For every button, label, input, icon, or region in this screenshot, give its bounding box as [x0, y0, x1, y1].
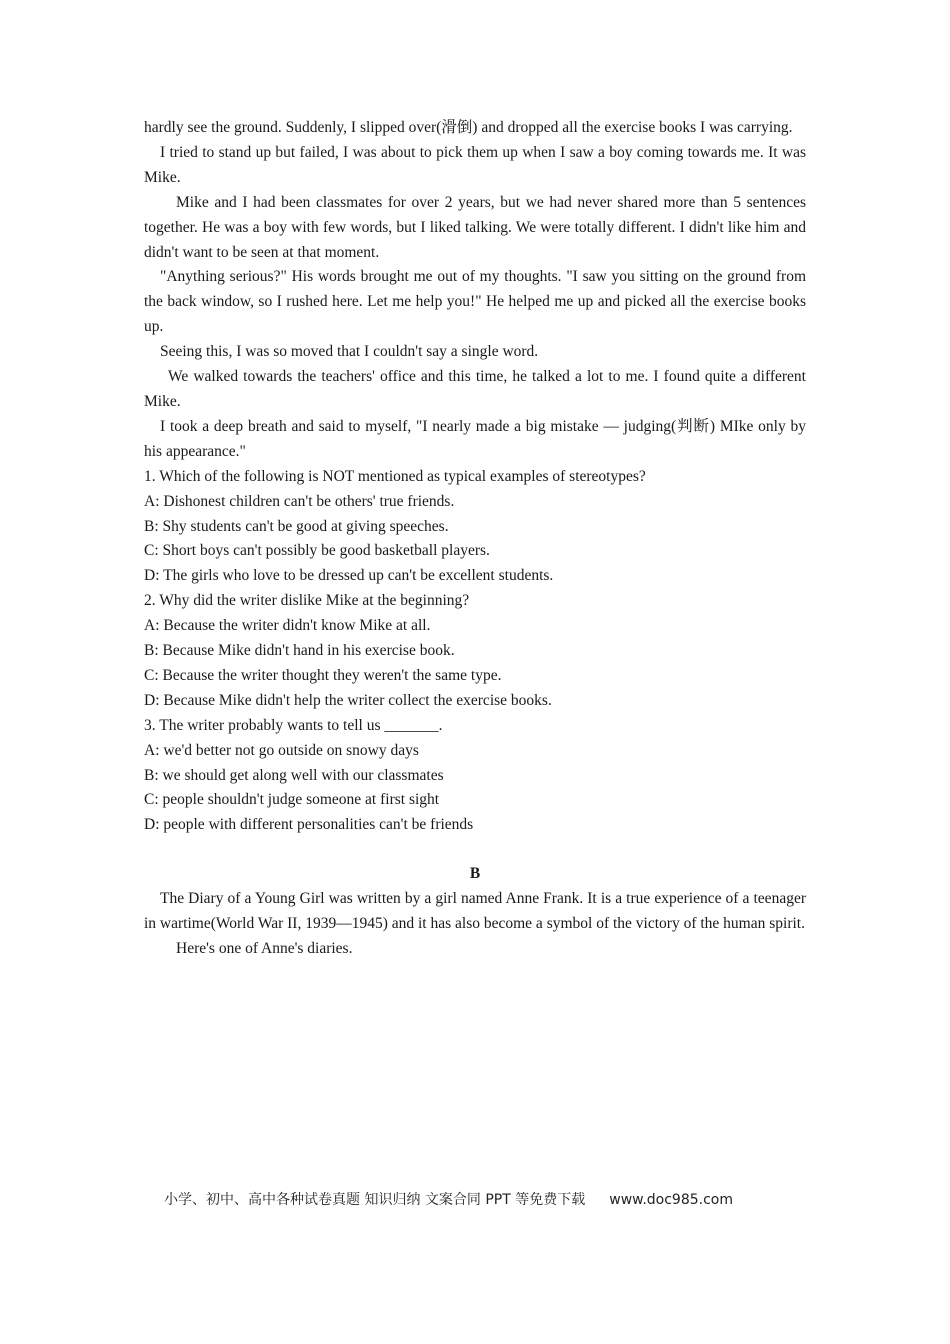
- question-3: [144, 714, 806, 839]
- answer-option: D: Because Mike didn't help the writer collect the exercise books.: [144, 691, 552, 709]
- answer-option: A: we'd better not go outside on snowy days: [144, 741, 419, 759]
- answer-option: D: The girls who love to be dressed up can't be excellent students.: [144, 567, 554, 585]
- answer-option: A: Dishonest children can't be others' true friends.: [144, 492, 455, 510]
- passage-a-paragraph-1: hardly see the ground. Suddenly, I slipped over(滑倒) and dropped all the exercise books I was carrying.: [144, 119, 793, 136]
- answer-option: D: people with different personalities can't be friends: [144, 816, 474, 834]
- answer-option: B: Because Mike didn't hand in his exercise book.: [144, 642, 455, 660]
- passage-b: [144, 887, 806, 962]
- document-body: [144, 116, 806, 962]
- passage-b-paragraph-1: The Diary of a Young Girl was written by a girl named Anne Frank. It is a true experience of a teenager in wartime(World War II, 1939—1945) and it has also become a symbol of the victory of the human spirit.: [144, 890, 806, 933]
- answer-option: B: we should get along well with our classmates: [144, 766, 444, 784]
- question-1: [144, 465, 806, 590]
- footer-text: 小学、初中、高中各种试卷真题 知识归纳 文案合同 PPT 等免费下载: [164, 1192, 586, 1208]
- passage-a-paragraph-5: Seeing this, I was so moved that I couldn't say a single word.: [160, 343, 539, 361]
- answer-option: C: Because the writer thought they weren't the same type.: [144, 666, 502, 684]
- passage-a-paragraph-4: "Anything serious?" His words brought me out of my thoughts. "I saw you sitting on the ground from the back window, so I rushed here. Let me help you!" He helped me up and picked all the exercise books up.: [144, 268, 806, 336]
- answer-option: C: Short boys can't possibly be good basketball players.: [144, 542, 490, 560]
- question-stem: 3. The writer probably wants to tell us _______.: [144, 716, 443, 734]
- passage-a-paragraph-2: I tried to stand up but failed, I was about to pick them up when I saw a boy coming towards me. It was Mike.: [144, 143, 806, 186]
- question-2: [144, 589, 806, 714]
- question-stem: 2. Why did the writer dislike Mike at the beginning?: [144, 592, 470, 610]
- answer-option: A: Because the writer didn't know Mike at all.: [144, 617, 431, 635]
- passage-b-paragraph-2: Here's one of Anne's diaries.: [176, 940, 353, 957]
- passage-a-paragraph-6: We walked towards the teachers' office and this time, he talked a lot to me. I found quite a different Mike.: [144, 368, 806, 410]
- passage-a: [144, 116, 806, 465]
- passage-a-paragraph-7: I took a deep breath and said to myself, "I nearly made a big mistake — judging(判断) MIke only by his appearance.": [144, 417, 806, 460]
- answer-option: B: Shy students can't be good at giving speeches.: [144, 517, 449, 535]
- page-footer: [164, 1190, 804, 1210]
- passage-a-paragraph-3: Mike and I had been classmates for over 2 years, but we had never shared more than 5 sentences together. He was a boy with few words, but I liked talking. We were totally different. I didn't like him and didn't want to be seen at that moment.: [144, 193, 806, 261]
- question-stem: 1. Which of the following is NOT mentioned as typical examples of stereotypes?: [144, 467, 646, 485]
- section-b-title: B: [469, 865, 481, 883]
- answer-option: C: people shouldn't judge someone at first sight: [144, 791, 440, 809]
- footer-site-link[interactable]: www.doc985.com: [609, 1192, 733, 1208]
